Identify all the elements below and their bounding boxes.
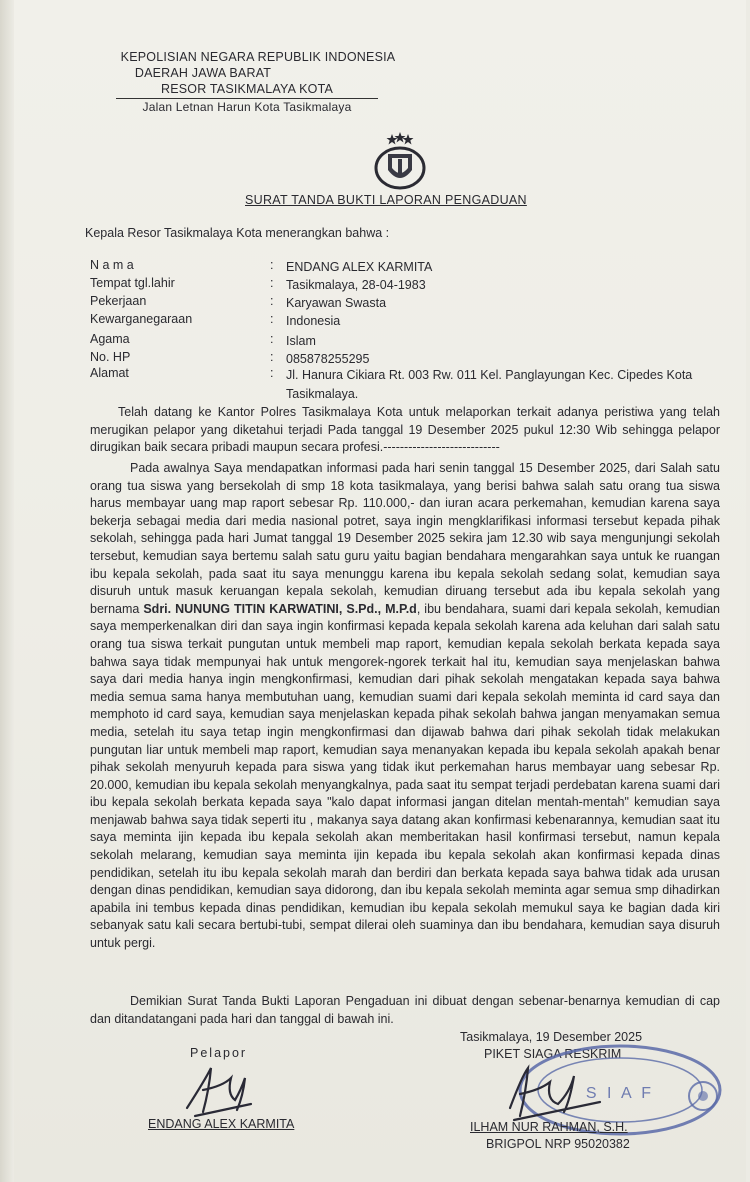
- reported-person-name: Sdri. NUNUNG TITIN KARWATINI, S.Pd., M.P.d: [143, 601, 417, 616]
- identity-colon: :: [270, 312, 274, 326]
- header-resort: RESOR TASIKMALAYA KOTA: [160, 82, 334, 96]
- police-emblem-icon: [362, 130, 434, 190]
- identity-label: Alamat: [90, 366, 129, 380]
- identity-label: N a m a: [90, 258, 134, 272]
- identity-colon: :: [270, 332, 274, 346]
- document-title: SURAT TANDA BUKTI LAPORAN PENGADUAN: [245, 193, 527, 207]
- identity-label: Tempat tgl.lahir: [90, 276, 175, 290]
- identity-value: Tasikmalaya, 28-04-1983: [286, 278, 426, 292]
- signature-place-date: Tasikmalaya, 19 Desember 2025: [460, 1030, 643, 1044]
- svg-text:S I A F: S I A F: [585, 1085, 655, 1102]
- identity-value: Islam: [286, 334, 316, 348]
- identity-value: Karyawan Swasta: [286, 296, 387, 310]
- paragraph-report-text: Telah datang ke Kantor Polres Tasikmalaya Kota untuk melaporkan terkait adanya peristiwa yang telah merugikan pelapor yang diketahui terjadi Pada tanggal 19 Desember 2025 pukul 12:30 Wib sehingga pelapor dirugikan baik secara pribadi maupun secara profesi.----------------------------: [90, 405, 720, 455]
- identity-label: Agama: [90, 332, 130, 346]
- paragraph-chronology: [90, 460, 720, 953]
- closing-text: Demikian Surat Tanda Bukti Laporan Pengaduan ini dibuat dengan sebenar-benarnya kemudian di cap dan ditandatangani pada hari dan tanggal di bawah ini.: [90, 994, 720, 1026]
- officer-signature: [500, 1062, 610, 1124]
- identity-colon: :: [270, 350, 274, 364]
- identity-label: Pekerjaan: [90, 294, 147, 308]
- reporter-label: Pelapor: [190, 1046, 248, 1060]
- identity-label: No. HP: [90, 350, 131, 364]
- identity-value: 085878255295: [286, 352, 370, 366]
- officer-rank-nrp: BRIGPOL NRP 95020382: [486, 1137, 630, 1151]
- identity-value: Indonesia: [286, 314, 341, 328]
- identity-value: ENDANG ALEX KARMITA: [286, 260, 433, 274]
- identity-colon: :: [270, 276, 274, 290]
- paper-edge: [0, 0, 14, 1182]
- identity-colon: :: [270, 258, 274, 272]
- header-address: Jalan Letnan Harun Kota Tasikmalaya: [116, 98, 378, 114]
- identity-colon: :: [270, 294, 274, 308]
- identity-value: Jl. Hanura Cikiara Rt. 003 Rw. 011 Kel. Panglayungan Kec. Cipedes Kota Tasikmalaya.: [286, 368, 693, 401]
- chronology-text-a: Pada awalnya Saya mendapatkan informasi pada hari senin tanggal 15 Desember 2025, dari Salah satu orang tua siswa yang bersekolah di smp 18 kota tasikmalaya, yang berisi bahwa salah satu orang tua siswa harus membayar uang map raport sebesar Rp. 110.000,- dan iuran acara perkemahan, kemudian karena saya bekerja sebagai media dari media nasional potret, saya ingin mengklarifikasi informasi tersebut kepada pihak sekolah, sehingga pada hari Jumat tanggal 19 Desember 2025 sekira jam 12.30 wib saya mengunjungi sekolah tersebut, kemudian saya bertemu salah satu guru yaitu bagian bendahara mengarahkan saya untuk ke ruangan ibu kepala sekolah, pada saat itu saya menunggu karena ibu kepala sekolah sedang solat, kemudian saya disuruh untuk masuk keruangan kepala sekolah, kemudian diruang tersebut ada ibu kepala sekolah yang bernama: [90, 461, 720, 616]
- reporter-name: ENDANG ALEX KARMITA: [148, 1117, 295, 1131]
- intro-text: Kepala Resor Tasikmalaya Kota menerangkan bahwa :: [85, 226, 390, 240]
- reporter-signature: [175, 1060, 265, 1120]
- identity-colon: :: [270, 366, 274, 380]
- header-institution: KEPOLISIAN NEGARA REPUBLIK INDONESIA: [120, 50, 396, 64]
- chronology-text-b: , ibu bendahara, suami dari kepala sekolah, kemudian saya memperkenalkan diri dan saya ingin konfirmasi kepada kepala sekolah karena ada keluhan dari salah satu orang tua siswa terkait pungutan untuk membeli map raport, kemudian kepala sekolah berkata kepada saya bahwa saya tidak mempunyai hak untuk mengorek-ngorek terkait hal itu, kemudian saya menjelaskan bahwa saya dari media hanya ingin mengkonfirmasi, kemudian dari pihak sekolah mengatakan kepada saya bahwa media semua sama hanya membutuhan uang, kemudian suami dari kepala sekolah meminta id card saya dan memphoto id card saya, kemudian saya menjelaskan kepada pihak sekolah bahwa jangan menyamakan semua media, setelah itu saya tetap ingin mengkonfirmasi dan dijawab bahwa dari pihak sekolah tidak melakukan pungutan liar untuk membeli map raport, kemudian saya menanyakan kepada ibu kepala sekolah apakah benar pihak sekolah menyuruh kepada para siswa yang tidak ikut perkemahan harus membayar uang sebesar Rp. 20.000, kemudian ibu kepala sekolah menyangkalnya, pada saat itu sempat terjadi perdebatan karena suami dari ibu kepala sekolah berkata kepada saya "kalo dapat informasi jangan ditelan mentah-mentah" kemudian saya menjawab bahwa saya tidak seperti itu , makanya saya datang akan konfirmasi kebenarannya, kemudian saat itu saya meminta ijin kepada ibu kepala sekolah akan memberitakan hasil konfirmasi tersebut, namun kepala sekolah melarang, kemudian saya meminta ijin kepada ibu kepala sekolah akan konfirmasi kepada dinas pendidikan, setelah itu ibu kepala sekolah marah dan berdiri dan berkata kepada saya bahwa tidak ada urusan dengan dinas pendidikan, kemudian saya didorong, dan ibu kepala sekolah meminta agar semua smp dihadirkan apabila ini tembus kepada dinas pendidikan, kemudian ibu kepala sekolah memukul saya ke bagian dada kiri sebanyak satu kali secara bertubi-tubi, sempat dilerai oleh suaminya dan ibu bendahara, kemudian saya disuruh untuk pergi.: [90, 601, 720, 951]
- officer-name: ILHAM NUR RAHMAN, S.H.: [470, 1120, 628, 1134]
- paragraph-report: [90, 404, 720, 457]
- header-region: DAERAH JAWA BARAT: [134, 66, 272, 80]
- paragraph-closing: [90, 993, 720, 1028]
- identity-label: Kewarganegaraan: [90, 312, 193, 326]
- officer-unit: PIKET SIAGA RESKRIM: [484, 1047, 622, 1061]
